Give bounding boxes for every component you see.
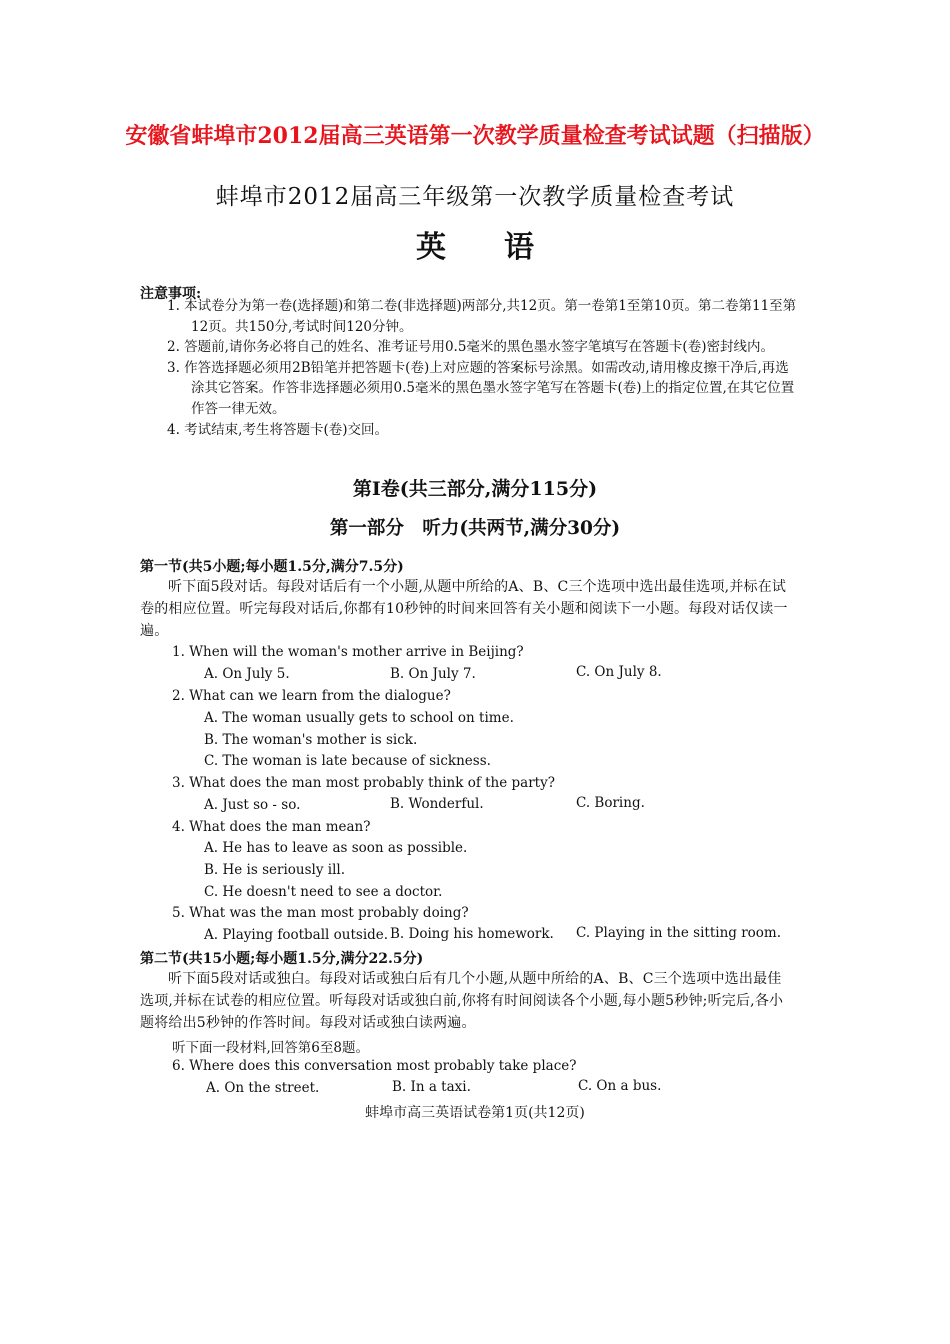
notice-item: 4. 考试结束,考生将答题卡(卷)交回。 [167,421,388,438]
option-a: A. The woman usually gets to school on time. [204,710,514,726]
option-a: A. He has to leave as soon as possible. [204,840,468,856]
notice-item: 3. 作答选择题必须用2B铅笔并把答题卡(卷)上对应题的答案标号涂黑。如需改动,请用橡皮擦干净后,再选涂其它答案。作答非选择题必须用0.5毫米的黑色墨水签字笔写在答题卡(卷)上的指定位置,在其它位置作答一律无效。 [167,359,795,417]
document-title: 安徽省蚌埠市2012届高三英语第一次教学质量检查考试试题（扫描版） [125,123,825,149]
section1-instructions: 听下面5段对话。每段对话后有一个小题,从题中所给的A、B、C三个选项中选出最佳选项,并标在试卷的相应位置。听完每段对话后,你都有10秒钟的时间来回答有关小题和阅读下一小题。每段对话仅读一遍。 [140,579,788,639]
volume-title: 第Ⅰ卷(共三部分,满分115分) [352,478,598,500]
question-3: 3. What does the man most probably think of the party? [172,775,555,791]
notice-list [167,296,797,440]
option-a: A. On the street. [206,1080,320,1096]
option-b: B. The woman's mother is sick. [204,732,418,748]
section2-instructions: 听下面5段对话或独白。每段对话或独白后有几个小题,从题中所给的A、B、C三个选项中选出最佳选项,并标在试卷的相应位置。听每段对话或独白前,你将有时间阅读各个小题,每小题5秒钟;听完后,各小题将给出5秒钟的作答时间。每段对话或独白读两遍。 [140,971,784,1031]
option-a: A. On July 5. [204,666,290,682]
option-c: C. Playing in the sitting room. [576,925,781,941]
option-b: B. Wonderful. [390,796,484,812]
exam-title: 蚌埠市2012届高三年级第一次教学质量检查考试 [215,184,735,210]
option-b: B. He is seriously ill. [204,862,346,878]
option-c: C. Boring. [576,795,645,811]
notice-item: 2. 答题前,请你务必将自己的姓名、准考证号用0.5毫米的黑色墨水签字笔填写在答题卡(卷)密封线内。 [167,339,774,356]
question-5: 5. What was the man most probably doing? [172,905,469,921]
section2-heading: 第二节(共15小题;每小题1.5分,满分22.5分) [140,951,424,967]
part-title: 第一部分 听力(共两节,满分30分) [329,518,621,539]
option-a: A. Playing football outside. [204,927,389,943]
notice-item: 1. 本试卷分为第一卷(选择题)和第二卷(非选择题)两部分,共12页。第一卷第1至第10页。第二卷第11至第12页。共150分,考试时间120分钟。 [167,298,797,335]
section1-heading: 第一节(共5小题;每小题1.5分,满分7.5分) [140,559,404,575]
question-1: 1. When will the woman's mother arrive in Beijing? [172,644,524,660]
option-b: B. In a taxi. [392,1079,471,1095]
question-6: 6. Where does this conversation most probably take place? [172,1058,577,1074]
option-c: C. He doesn't need to see a doctor. [204,884,443,900]
notice-heading: 注意事项: [140,286,202,302]
question-2: 2. What can we learn from the dialogue? [172,688,451,704]
subject-title: 英语 [416,230,592,265]
option-c: C. On July 8. [576,664,662,680]
page-footer: 蚌埠市高三英语试卷第1页(共12页) [365,1105,585,1121]
option-b: B. Doing his homework. [390,926,554,942]
option-c: C. The woman is late because of sickness. [204,753,491,769]
question-4: 4. What does the man mean? [172,819,371,835]
option-a: A. Just so - so. [204,797,301,813]
option-c: C. On a bus. [578,1078,662,1094]
option-b: B. On July 7. [390,666,476,682]
material-note: 听下面一段材料,回答第6至8题。 [172,1040,369,1056]
